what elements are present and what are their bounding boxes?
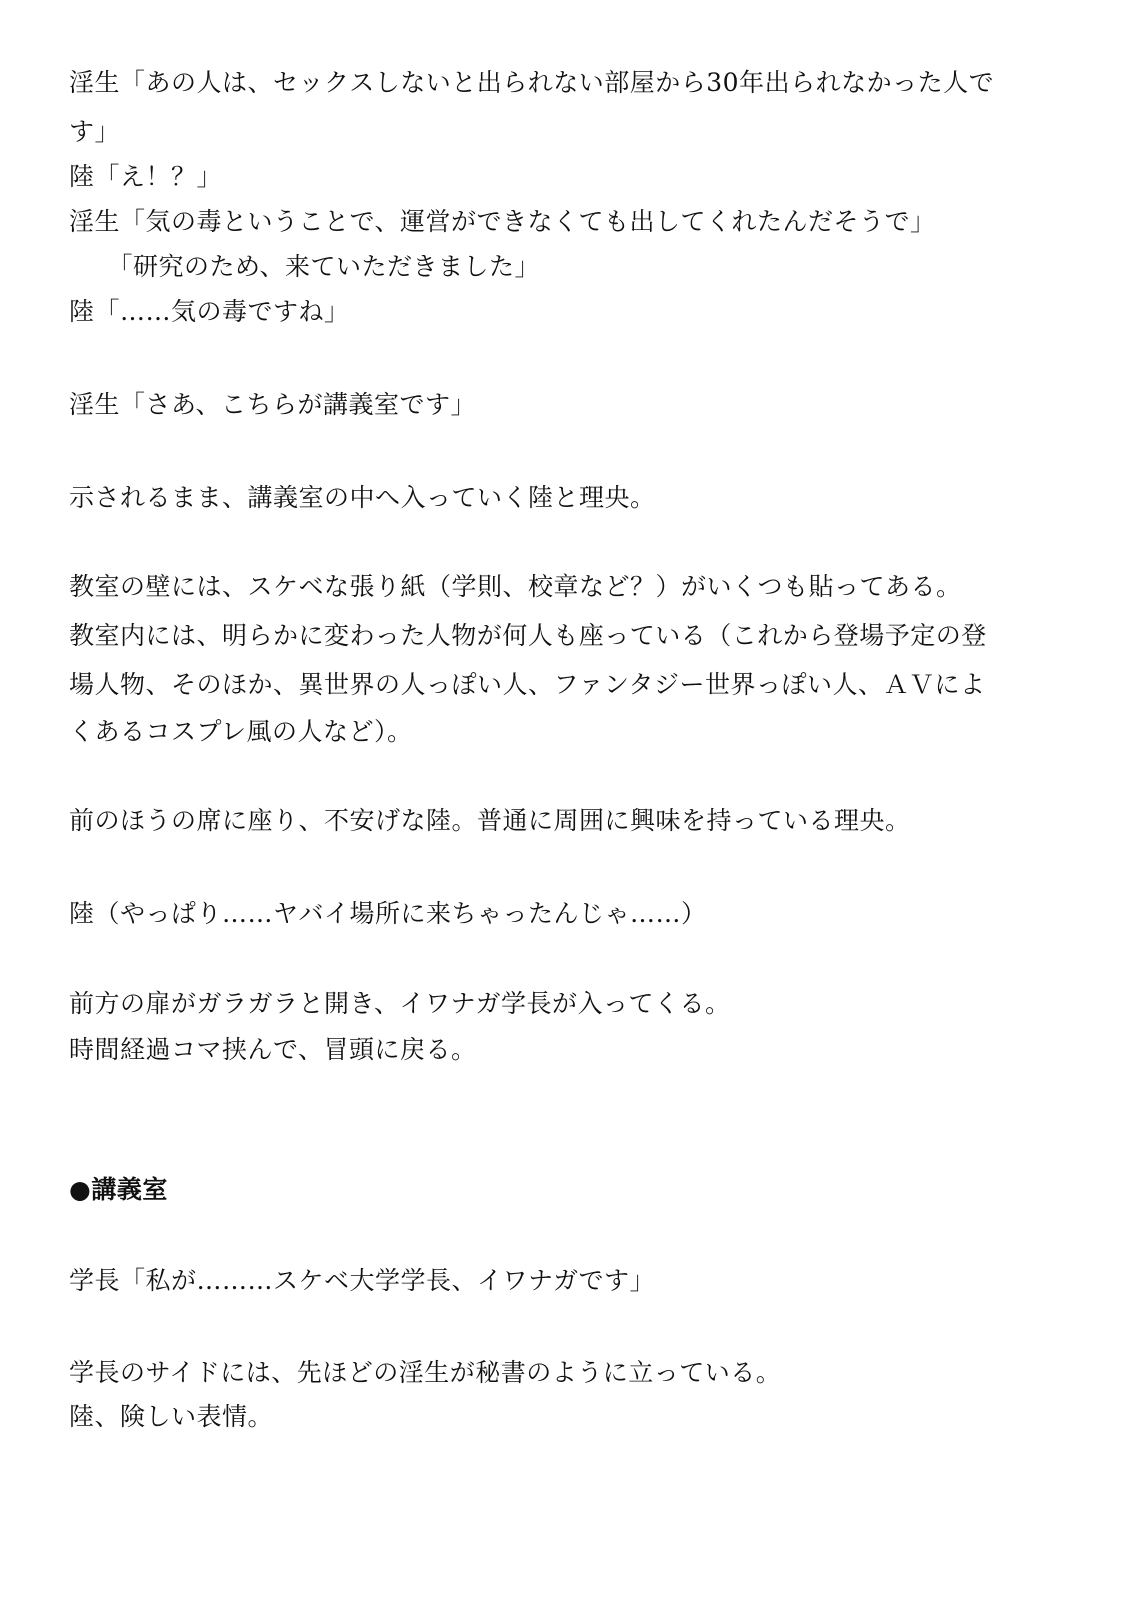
stage-direction: 時間経過コマ挟んで、冒頭に戻る。: [69, 1035, 477, 1064]
stage-direction: 示されるまま、講義室の中へ入っていく陸と理央。: [69, 483, 656, 512]
stage-direction: 教室の壁には、スケベな張り紙（学則、校章など？）がいくつも貼ってある。: [69, 572, 962, 601]
dialogue-line: 淫生「さあ、こちらが講義室です」: [69, 390, 477, 419]
stage-direction: 場人物、そのほか、異世界の人っぽい人、ファンタジー世界っぽい人、ＡＶによ: [69, 670, 986, 699]
stage-direction: 陸、険しい表情。: [69, 1402, 274, 1431]
stage-direction: 前のほうの席に座り、不安げな陸。普通に周囲に興味を持っている理央。: [69, 806, 911, 835]
dialogue-line: 淫生「あの人は、セックスしないと出られない部屋から30年出られなかった人で: [69, 68, 995, 97]
dialogue-line: 陸「……気の毒ですね」: [69, 297, 350, 326]
dialogue-line: 陸「え！？」: [69, 162, 223, 191]
stage-direction: 学長のサイドには、先ほどの淫生が秘書のように立っている。: [69, 1358, 782, 1387]
stage-direction: 教室内には、明らかに変わった人物が何人も座っている（これから登場予定の登: [69, 621, 987, 650]
dialogue-line: す」: [69, 117, 121, 146]
dialogue-line: 「研究のため、来ていただきました」: [69, 252, 541, 281]
scene-heading: ●講義室: [69, 1175, 168, 1204]
dialogue-line: 陸（やっぱり……ヤバイ場所に来ちゃったんじゃ……）: [69, 899, 707, 928]
dialogue-line: 学長「私が………スケベ大学学長、イワナガです」: [69, 1266, 656, 1295]
stage-direction: 前方の扉がガラガラと開き、イワナガ学長が入ってくる。: [69, 989, 731, 1018]
stage-direction: くあるコスプレ風の人など）。: [69, 717, 413, 746]
dialogue-line: 淫生「気の毒ということで、運営ができなくても出してくれたんだそうで」: [69, 207, 936, 236]
